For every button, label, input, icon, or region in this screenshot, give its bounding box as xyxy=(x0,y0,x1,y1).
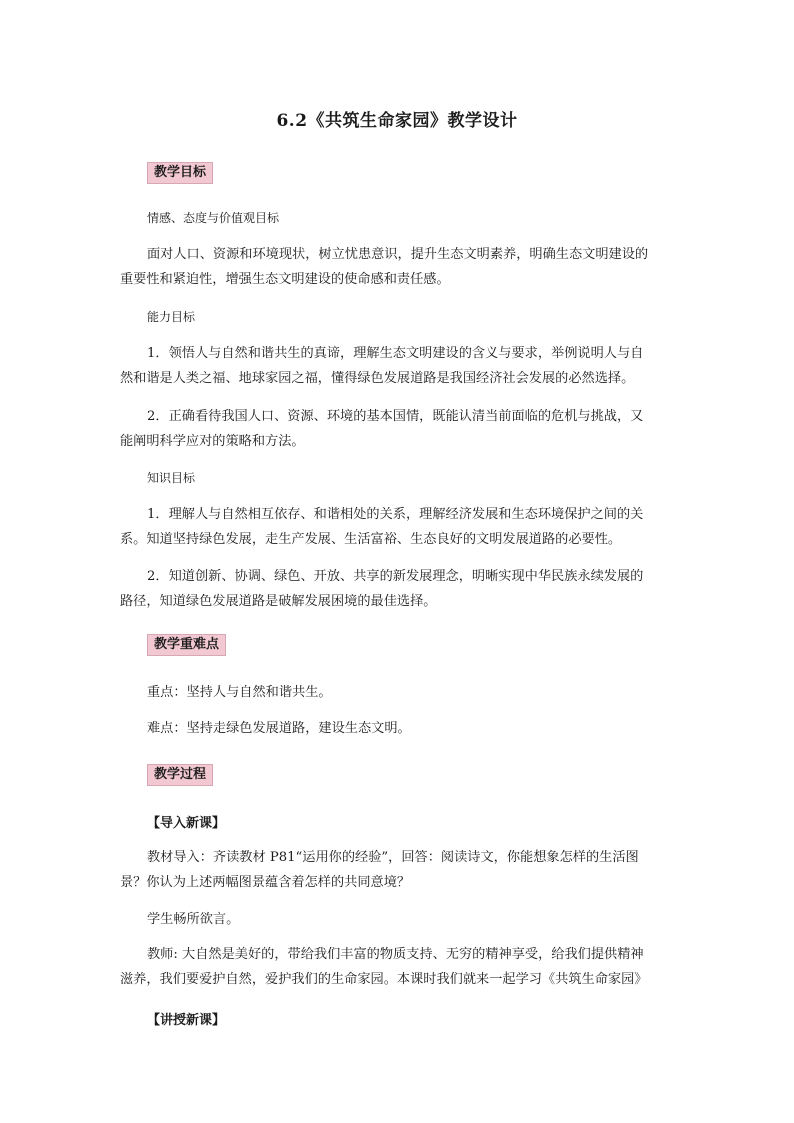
text-line: 教材导入：齐读教材 P81“运用你的经验”，回答：阅读诗文，你能想象怎样的生活图 xyxy=(147,850,639,865)
text-line: 2．知道创新、协调、绿色、开放、共享的新发展理念，明晰实现中华民族永续发展的 xyxy=(147,569,644,584)
label-new-lesson: 【讲授新课】 xyxy=(147,1013,226,1028)
subheading-emotion-goals: 情感、态度与价值观目标 xyxy=(147,211,280,225)
section-heading-objectives: 教学目标 xyxy=(147,162,213,184)
subheading-knowledge-goals: 知识目标 xyxy=(147,471,196,485)
document-title: 6.2《共筑生命家园》教学设计 xyxy=(276,111,518,131)
paragraph-teacher xyxy=(120,942,676,992)
text-line: 滋养，我们要爱护自然，爱护我们的生命家园。本课时我们就来一起学习《共筑生命家园》 xyxy=(120,972,648,987)
label-intro-new-lesson: 【导入新课】 xyxy=(147,816,226,831)
text-line: 路径，知道绿色发展道路是破解发展困境的最佳选择。 xyxy=(120,594,437,609)
text-line: 教师: 大自然是美好的，带给我们丰富的物质支持、无穷的精神享受，给我们提供精神 xyxy=(147,947,644,962)
text-line: 面对人口、资源和环境现状，树立忧患意识，提升生态文明素养，明确生态文明建设的 xyxy=(147,247,649,262)
section-heading-process: 教学过程 xyxy=(147,764,213,786)
subheading-ability-goals: 能力目标 xyxy=(147,310,196,324)
key-point: 重点：坚持人与自然和谐共生。 xyxy=(147,685,332,700)
text-line: 系。知道坚持绿色发展，走生产发展、生活富裕、生态良好的文明发展道路的必要性。 xyxy=(120,532,622,547)
section-heading-keypoints: 教学重难点 xyxy=(147,634,226,656)
text-line: 能阐明科学应对的策略和方法。 xyxy=(120,434,305,449)
text-line: 重要性和紧迫性，增强生态文明建设的使命感和责任感。 xyxy=(120,272,450,287)
paragraph-intro xyxy=(120,845,676,895)
paragraph-knowledge-1 xyxy=(120,502,676,552)
paragraph-ability-1 xyxy=(120,341,676,391)
text-line: 1．领悟人与自然和谐共生的真谛，理解生态文明建设的含义与要求，举例说明人与自 xyxy=(147,346,644,361)
paragraph-knowledge-2 xyxy=(120,564,676,614)
paragraph-emotion-goals xyxy=(120,242,676,292)
difficult-point: 难点：坚持走绿色发展道路，建设生态文明。 xyxy=(147,721,411,736)
text-line: 1．理解人与自然相互依存、和谐相处的关系，理解经济发展和生态环境保护之间的关 xyxy=(147,507,644,522)
text-line: 2．正确看待我国人口、资源、环境的基本国情，既能认清当前面临的危机与挑战，又 xyxy=(147,409,644,424)
paragraph-students: 学生畅所欲言。 xyxy=(147,912,240,927)
paragraph-ability-2 xyxy=(120,404,676,454)
text-line: 然和谐是人类之福、地球家园之福，懂得绿色发展道路是我国经济社会发展的必然选择。 xyxy=(120,371,635,386)
text-line: 景？你认为上述两幅图景蕴含着怎样的共同意境？ xyxy=(120,875,411,890)
